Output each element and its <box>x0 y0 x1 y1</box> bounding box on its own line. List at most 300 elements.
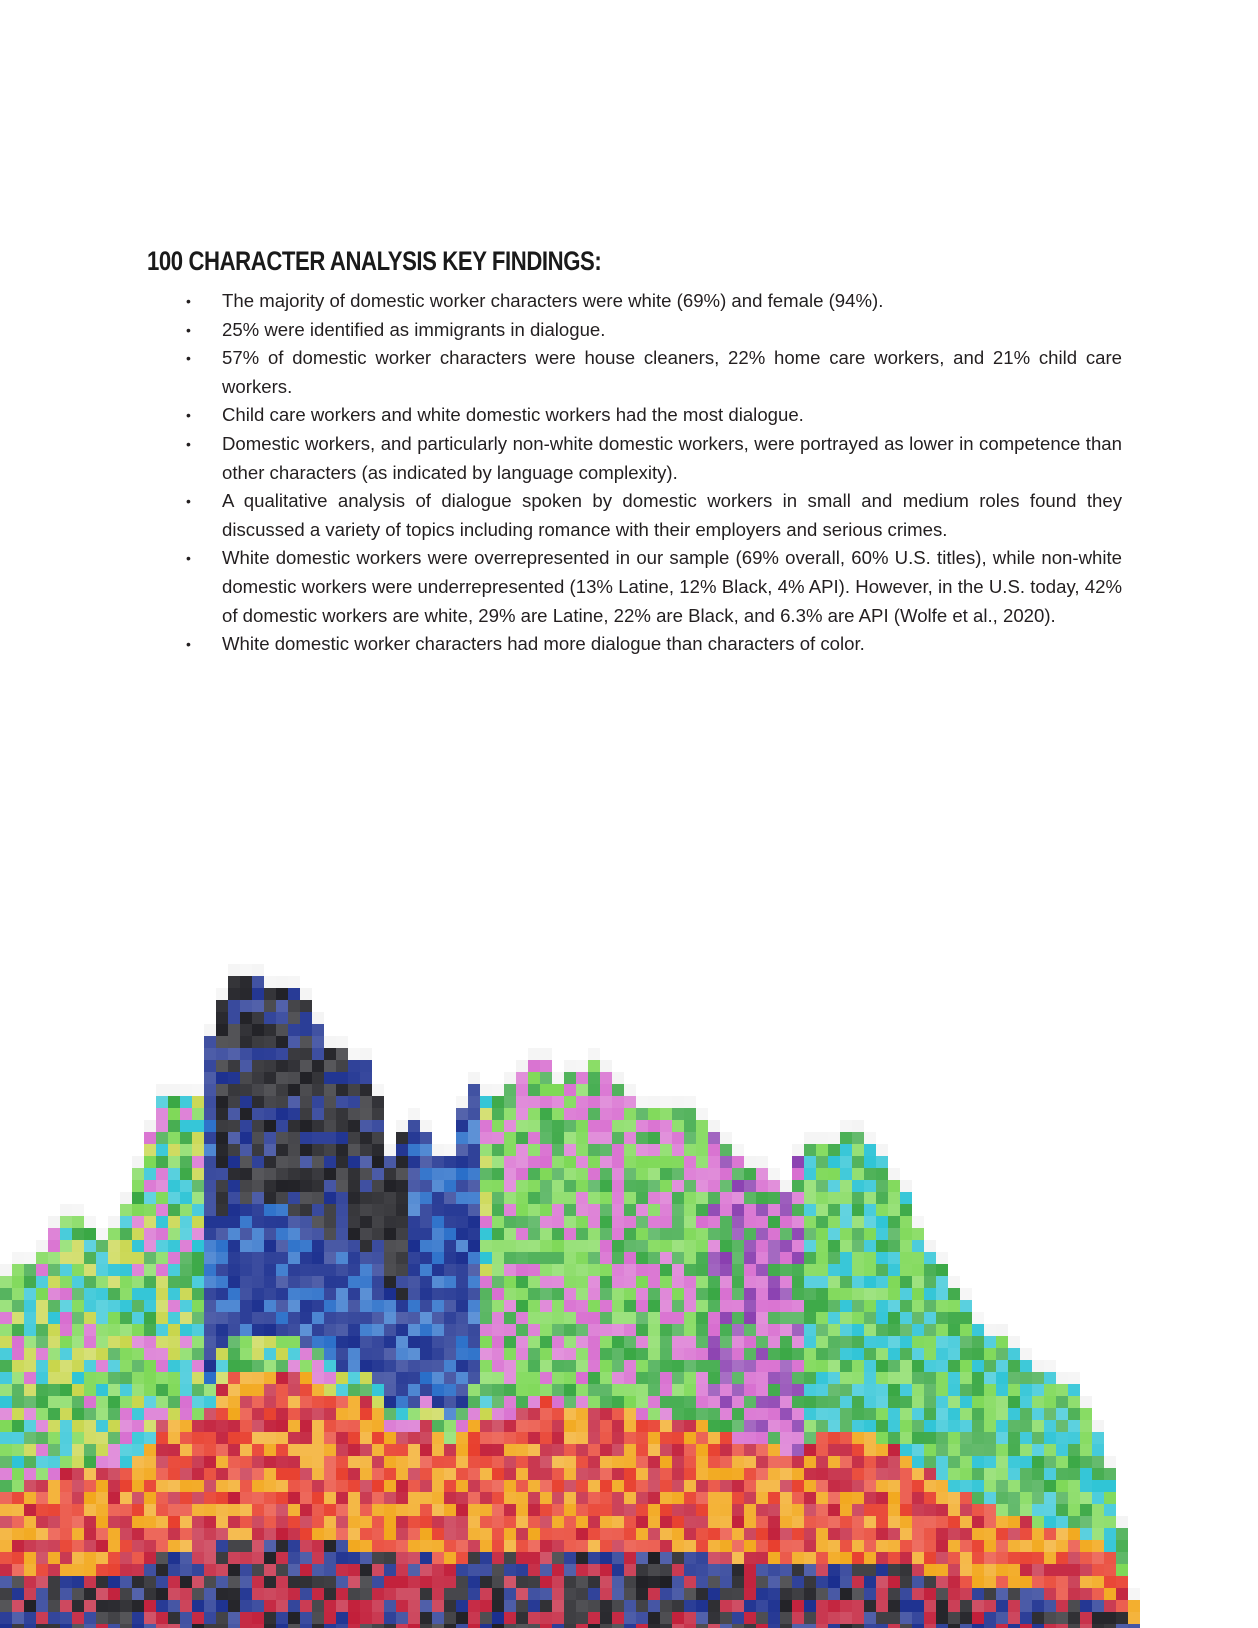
art-pixel <box>864 1168 876 1180</box>
art-pixel <box>1080 1552 1092 1564</box>
art-pixel <box>1044 1600 1056 1612</box>
art-pixel <box>1020 1444 1032 1456</box>
art-pixel <box>600 1492 612 1504</box>
art-pixel <box>696 1540 708 1552</box>
art-pixel <box>204 1312 216 1324</box>
art-pixel <box>1104 1552 1116 1564</box>
art-pixel <box>804 1504 816 1516</box>
art-pixel <box>372 1228 384 1240</box>
art-pixel <box>252 1276 264 1288</box>
art-pixel <box>924 1324 936 1336</box>
art-pixel <box>792 1444 804 1456</box>
art-pixel <box>36 1288 48 1300</box>
art-pixel <box>108 1360 120 1372</box>
art-pixel <box>324 1156 336 1168</box>
art-pixel <box>408 1384 420 1396</box>
art-pixel <box>324 1540 336 1552</box>
art-pixel <box>60 1576 72 1588</box>
art-pixel <box>552 1408 564 1420</box>
art-pixel <box>180 1360 192 1372</box>
art-pixel <box>720 1528 732 1540</box>
art-pixel <box>828 1324 840 1336</box>
art-pixel <box>264 1528 276 1540</box>
art-pixel <box>612 1504 624 1516</box>
art-pixel <box>12 1540 24 1552</box>
art-pixel <box>372 1564 384 1576</box>
art-pixel <box>852 1180 864 1192</box>
art-pixel <box>492 1228 504 1240</box>
art-pixel <box>204 1492 216 1504</box>
art-pixel <box>624 1192 636 1204</box>
art-pixel <box>804 1528 816 1540</box>
art-pixel <box>144 1384 156 1396</box>
art-pixel <box>552 1492 564 1504</box>
art-pixel <box>684 1252 696 1264</box>
art-pixel <box>336 1480 348 1492</box>
art-pixel <box>648 1540 660 1552</box>
art-pixel <box>132 1372 144 1384</box>
art-pixel <box>492 1456 504 1468</box>
art-pixel <box>648 1516 660 1528</box>
art-pixel <box>876 1300 888 1312</box>
art-pixel <box>612 1108 624 1120</box>
art-pixel <box>816 1612 828 1624</box>
art-pixel <box>228 1600 240 1612</box>
art-pixel <box>864 1540 876 1552</box>
art-pixel <box>900 1360 912 1372</box>
art-pixel <box>300 1384 312 1396</box>
art-pixel <box>96 1408 108 1420</box>
art-pixel <box>840 1324 852 1336</box>
art-pixel <box>384 1576 396 1588</box>
art-pixel <box>744 1540 756 1552</box>
art-pixel <box>624 1276 636 1288</box>
art-pixel <box>660 1408 672 1420</box>
art-pixel <box>828 1132 840 1144</box>
art-pixel <box>540 1300 552 1312</box>
art-pixel <box>24 1384 36 1396</box>
art-pixel <box>588 1384 600 1396</box>
art-pixel <box>72 1420 84 1432</box>
art-pixel <box>288 1024 300 1036</box>
art-pixel <box>12 1408 24 1420</box>
art-pixel <box>600 1396 612 1408</box>
art-pixel <box>348 1432 360 1444</box>
art-pixel <box>48 1564 60 1576</box>
art-pixel <box>636 1372 648 1384</box>
art-pixel <box>348 1456 360 1468</box>
art-pixel <box>0 1516 12 1528</box>
art-pixel <box>492 1120 504 1132</box>
art-pixel <box>264 1552 276 1564</box>
art-pixel <box>888 1564 900 1576</box>
art-pixel <box>1056 1492 1068 1504</box>
art-pixel <box>528 1276 540 1288</box>
art-pixel <box>504 1156 516 1168</box>
art-pixel <box>372 1132 384 1144</box>
art-pixel <box>828 1480 840 1492</box>
art-pixel <box>276 976 288 988</box>
art-pixel <box>120 1204 132 1216</box>
art-pixel <box>600 1300 612 1312</box>
art-pixel <box>336 1396 348 1408</box>
art-pixel <box>348 1108 360 1120</box>
art-pixel <box>360 1084 372 1096</box>
art-pixel <box>300 1120 312 1132</box>
art-pixel <box>264 1420 276 1432</box>
art-pixel <box>672 1600 684 1612</box>
art-pixel <box>144 1252 156 1264</box>
art-pixel <box>876 1564 888 1576</box>
art-pixel <box>708 1324 720 1336</box>
art-pixel <box>756 1480 768 1492</box>
art-pixel <box>336 1432 348 1444</box>
art-pixel <box>1116 1612 1128 1624</box>
art-pixel <box>0 1300 12 1312</box>
art-pixel <box>1080 1480 1092 1492</box>
art-pixel <box>744 1420 756 1432</box>
art-pixel <box>384 1204 396 1216</box>
art-pixel <box>804 1588 816 1600</box>
art-pixel <box>540 1336 552 1348</box>
art-pixel <box>612 1444 624 1456</box>
art-pixel <box>576 1396 588 1408</box>
art-pixel <box>840 1516 852 1528</box>
art-pixel <box>852 1228 864 1240</box>
art-pixel <box>660 1384 672 1396</box>
art-pixel <box>192 1432 204 1444</box>
art-pixel <box>444 1408 456 1420</box>
art-pixel <box>204 1168 216 1180</box>
art-pixel <box>276 1444 288 1456</box>
art-pixel <box>120 1264 132 1276</box>
art-pixel <box>324 1408 336 1420</box>
art-pixel <box>72 1276 84 1288</box>
art-pixel <box>480 1576 492 1588</box>
art-pixel <box>180 1204 192 1216</box>
art-pixel <box>300 1516 312 1528</box>
art-pixel <box>1032 1564 1044 1576</box>
art-pixel <box>132 1300 144 1312</box>
art-pixel <box>852 1144 864 1156</box>
art-pixel <box>408 1288 420 1300</box>
art-pixel <box>816 1180 828 1192</box>
art-pixel <box>840 1132 852 1144</box>
art-pixel <box>480 1240 492 1252</box>
art-pixel <box>228 1156 240 1168</box>
finding-text: 25% were identified as immigrants in dialogue. <box>222 318 606 340</box>
art-pixel <box>228 1612 240 1624</box>
art-pixel <box>672 1156 684 1168</box>
art-pixel <box>168 1096 180 1108</box>
art-pixel <box>888 1312 900 1324</box>
art-pixel <box>192 1504 204 1516</box>
art-pixel <box>744 1408 756 1420</box>
art-pixel <box>864 1252 876 1264</box>
art-pixel <box>432 1612 444 1624</box>
art-pixel <box>564 1348 576 1360</box>
art-pixel <box>132 1624 144 1628</box>
art-pixel <box>132 1576 144 1588</box>
art-pixel <box>240 1468 252 1480</box>
art-pixel <box>924 1516 936 1528</box>
art-pixel <box>684 1576 696 1588</box>
art-pixel <box>324 1204 336 1216</box>
art-pixel <box>792 1216 804 1228</box>
art-pixel <box>348 1084 360 1096</box>
art-pixel <box>528 1396 540 1408</box>
art-pixel <box>888 1624 900 1628</box>
art-pixel <box>204 1132 216 1144</box>
art-pixel <box>312 1048 324 1060</box>
art-pixel <box>444 1588 456 1600</box>
art-pixel <box>816 1408 828 1420</box>
art-pixel <box>516 1588 528 1600</box>
art-pixel <box>672 1252 684 1264</box>
art-pixel <box>360 1420 372 1432</box>
art-pixel <box>240 1516 252 1528</box>
art-pixel <box>240 1360 252 1372</box>
art-pixel <box>276 1468 288 1480</box>
art-pixel <box>840 1276 852 1288</box>
art-pixel <box>600 1144 612 1156</box>
art-pixel <box>384 1540 396 1552</box>
art-pixel <box>0 1384 12 1396</box>
art-pixel <box>564 1204 576 1216</box>
art-pixel <box>972 1624 984 1628</box>
bullet-icon: • <box>186 293 191 309</box>
art-pixel <box>384 1156 396 1168</box>
art-pixel <box>936 1480 948 1492</box>
art-pixel <box>792 1624 804 1628</box>
art-pixel <box>312 1084 324 1096</box>
art-pixel <box>732 1516 744 1528</box>
art-pixel <box>468 1408 480 1420</box>
art-pixel <box>576 1552 588 1564</box>
art-pixel <box>384 1192 396 1204</box>
art-pixel <box>1044 1480 1056 1492</box>
art-pixel <box>660 1600 672 1612</box>
art-pixel <box>816 1240 828 1252</box>
art-pixel <box>96 1624 108 1628</box>
art-pixel <box>0 1396 12 1408</box>
art-pixel <box>876 1384 888 1396</box>
art-pixel <box>168 1264 180 1276</box>
art-pixel <box>600 1168 612 1180</box>
art-pixel <box>588 1552 600 1564</box>
art-pixel <box>468 1132 480 1144</box>
art-pixel <box>492 1600 504 1612</box>
art-pixel <box>384 1396 396 1408</box>
art-pixel <box>588 1504 600 1516</box>
art-pixel <box>276 1564 288 1576</box>
art-pixel <box>204 1276 216 1288</box>
art-pixel <box>636 1480 648 1492</box>
art-pixel <box>204 1516 216 1528</box>
art-pixel <box>672 1168 684 1180</box>
art-pixel <box>792 1324 804 1336</box>
art-pixel <box>732 1252 744 1264</box>
art-pixel <box>168 1324 180 1336</box>
art-pixel <box>672 1492 684 1504</box>
art-pixel <box>1020 1504 1032 1516</box>
art-pixel <box>540 1108 552 1120</box>
art-pixel <box>84 1564 96 1576</box>
art-pixel <box>768 1456 780 1468</box>
art-pixel <box>408 1444 420 1456</box>
art-pixel <box>720 1168 732 1180</box>
art-pixel <box>996 1540 1008 1552</box>
art-pixel <box>852 1252 864 1264</box>
art-pixel <box>876 1168 888 1180</box>
art-pixel <box>672 1564 684 1576</box>
art-pixel <box>324 1144 336 1156</box>
art-pixel <box>792 1528 804 1540</box>
art-pixel <box>360 1156 372 1168</box>
art-pixel <box>588 1072 600 1084</box>
art-pixel <box>432 1300 444 1312</box>
art-pixel <box>108 1288 120 1300</box>
art-pixel <box>768 1240 780 1252</box>
art-pixel <box>384 1504 396 1516</box>
art-pixel <box>1092 1468 1104 1480</box>
art-pixel <box>840 1372 852 1384</box>
art-pixel <box>696 1108 708 1120</box>
art-pixel <box>240 1576 252 1588</box>
art-pixel <box>492 1348 504 1360</box>
art-pixel <box>876 1552 888 1564</box>
art-pixel <box>1056 1600 1068 1612</box>
art-pixel <box>456 1156 468 1168</box>
art-pixel <box>984 1552 996 1564</box>
art-pixel <box>1116 1600 1128 1612</box>
art-pixel <box>648 1612 660 1624</box>
art-pixel <box>132 1552 144 1564</box>
art-pixel <box>552 1120 564 1132</box>
art-pixel <box>636 1528 648 1540</box>
art-pixel <box>156 1504 168 1516</box>
art-pixel <box>804 1132 816 1144</box>
art-pixel <box>732 1480 744 1492</box>
art-pixel <box>852 1540 864 1552</box>
art-pixel <box>1056 1612 1068 1624</box>
art-pixel <box>864 1468 876 1480</box>
art-pixel <box>504 1204 516 1216</box>
art-pixel <box>804 1180 816 1192</box>
art-pixel <box>240 1240 252 1252</box>
art-pixel <box>396 1504 408 1516</box>
art-pixel <box>24 1324 36 1336</box>
art-pixel <box>276 1168 288 1180</box>
art-pixel <box>228 988 240 1000</box>
art-pixel <box>360 1408 372 1420</box>
art-pixel <box>744 1396 756 1408</box>
art-pixel <box>768 1564 780 1576</box>
art-pixel <box>288 1228 300 1240</box>
art-pixel <box>588 1156 600 1168</box>
art-pixel <box>960 1408 972 1420</box>
art-pixel <box>816 1288 828 1300</box>
art-pixel <box>444 1528 456 1540</box>
art-pixel <box>900 1252 912 1264</box>
art-pixel <box>360 1288 372 1300</box>
art-pixel <box>1056 1396 1068 1408</box>
art-pixel <box>24 1456 36 1468</box>
art-pixel <box>660 1264 672 1276</box>
art-pixel <box>540 1168 552 1180</box>
art-pixel <box>768 1228 780 1240</box>
art-pixel <box>120 1348 132 1360</box>
art-pixel <box>228 1564 240 1576</box>
art-pixel <box>756 1252 768 1264</box>
art-pixel <box>276 1276 288 1288</box>
art-pixel <box>192 1456 204 1468</box>
art-pixel <box>528 1156 540 1168</box>
art-pixel <box>492 1264 504 1276</box>
art-pixel <box>408 1312 420 1324</box>
art-pixel <box>264 1564 276 1576</box>
art-pixel <box>612 1456 624 1468</box>
art-pixel <box>576 1300 588 1312</box>
art-pixel <box>768 1432 780 1444</box>
art-pixel <box>480 1612 492 1624</box>
art-pixel <box>156 1156 168 1168</box>
art-pixel <box>792 1480 804 1492</box>
art-pixel <box>600 1456 612 1468</box>
art-pixel <box>480 1336 492 1348</box>
art-pixel <box>948 1408 960 1420</box>
art-pixel <box>624 1444 636 1456</box>
art-pixel <box>1044 1552 1056 1564</box>
art-pixel <box>480 1408 492 1420</box>
art-pixel <box>420 1624 432 1628</box>
art-pixel <box>264 1252 276 1264</box>
art-pixel <box>264 1024 276 1036</box>
art-pixel <box>396 1264 408 1276</box>
art-pixel <box>612 1528 624 1540</box>
art-pixel <box>336 1588 348 1600</box>
art-pixel <box>264 1384 276 1396</box>
art-pixel <box>1020 1528 1032 1540</box>
art-pixel <box>384 1444 396 1456</box>
art-pixel <box>648 1144 660 1156</box>
art-pixel <box>48 1360 60 1372</box>
finding-text: 57% of domestic worker characters were house cleaners, 22% home care workers, and 21% child care workers. <box>222 347 1122 397</box>
art-pixel <box>828 1288 840 1300</box>
art-pixel <box>672 1420 684 1432</box>
art-pixel <box>276 1000 288 1012</box>
art-pixel <box>888 1204 900 1216</box>
art-pixel <box>804 1264 816 1276</box>
art-pixel <box>120 1384 132 1396</box>
art-pixel <box>816 1360 828 1372</box>
art-pixel <box>828 1276 840 1288</box>
art-pixel <box>864 1156 876 1168</box>
art-pixel <box>384 1492 396 1504</box>
art-pixel <box>936 1384 948 1396</box>
art-pixel <box>828 1240 840 1252</box>
art-pixel <box>420 1228 432 1240</box>
art-pixel <box>936 1588 948 1600</box>
art-pixel <box>864 1216 876 1228</box>
art-pixel <box>672 1180 684 1192</box>
art-pixel <box>1044 1384 1056 1396</box>
art-pixel <box>852 1312 864 1324</box>
art-pixel <box>216 1240 228 1252</box>
art-pixel <box>972 1348 984 1360</box>
art-pixel <box>252 1624 264 1628</box>
art-pixel <box>24 1372 36 1384</box>
